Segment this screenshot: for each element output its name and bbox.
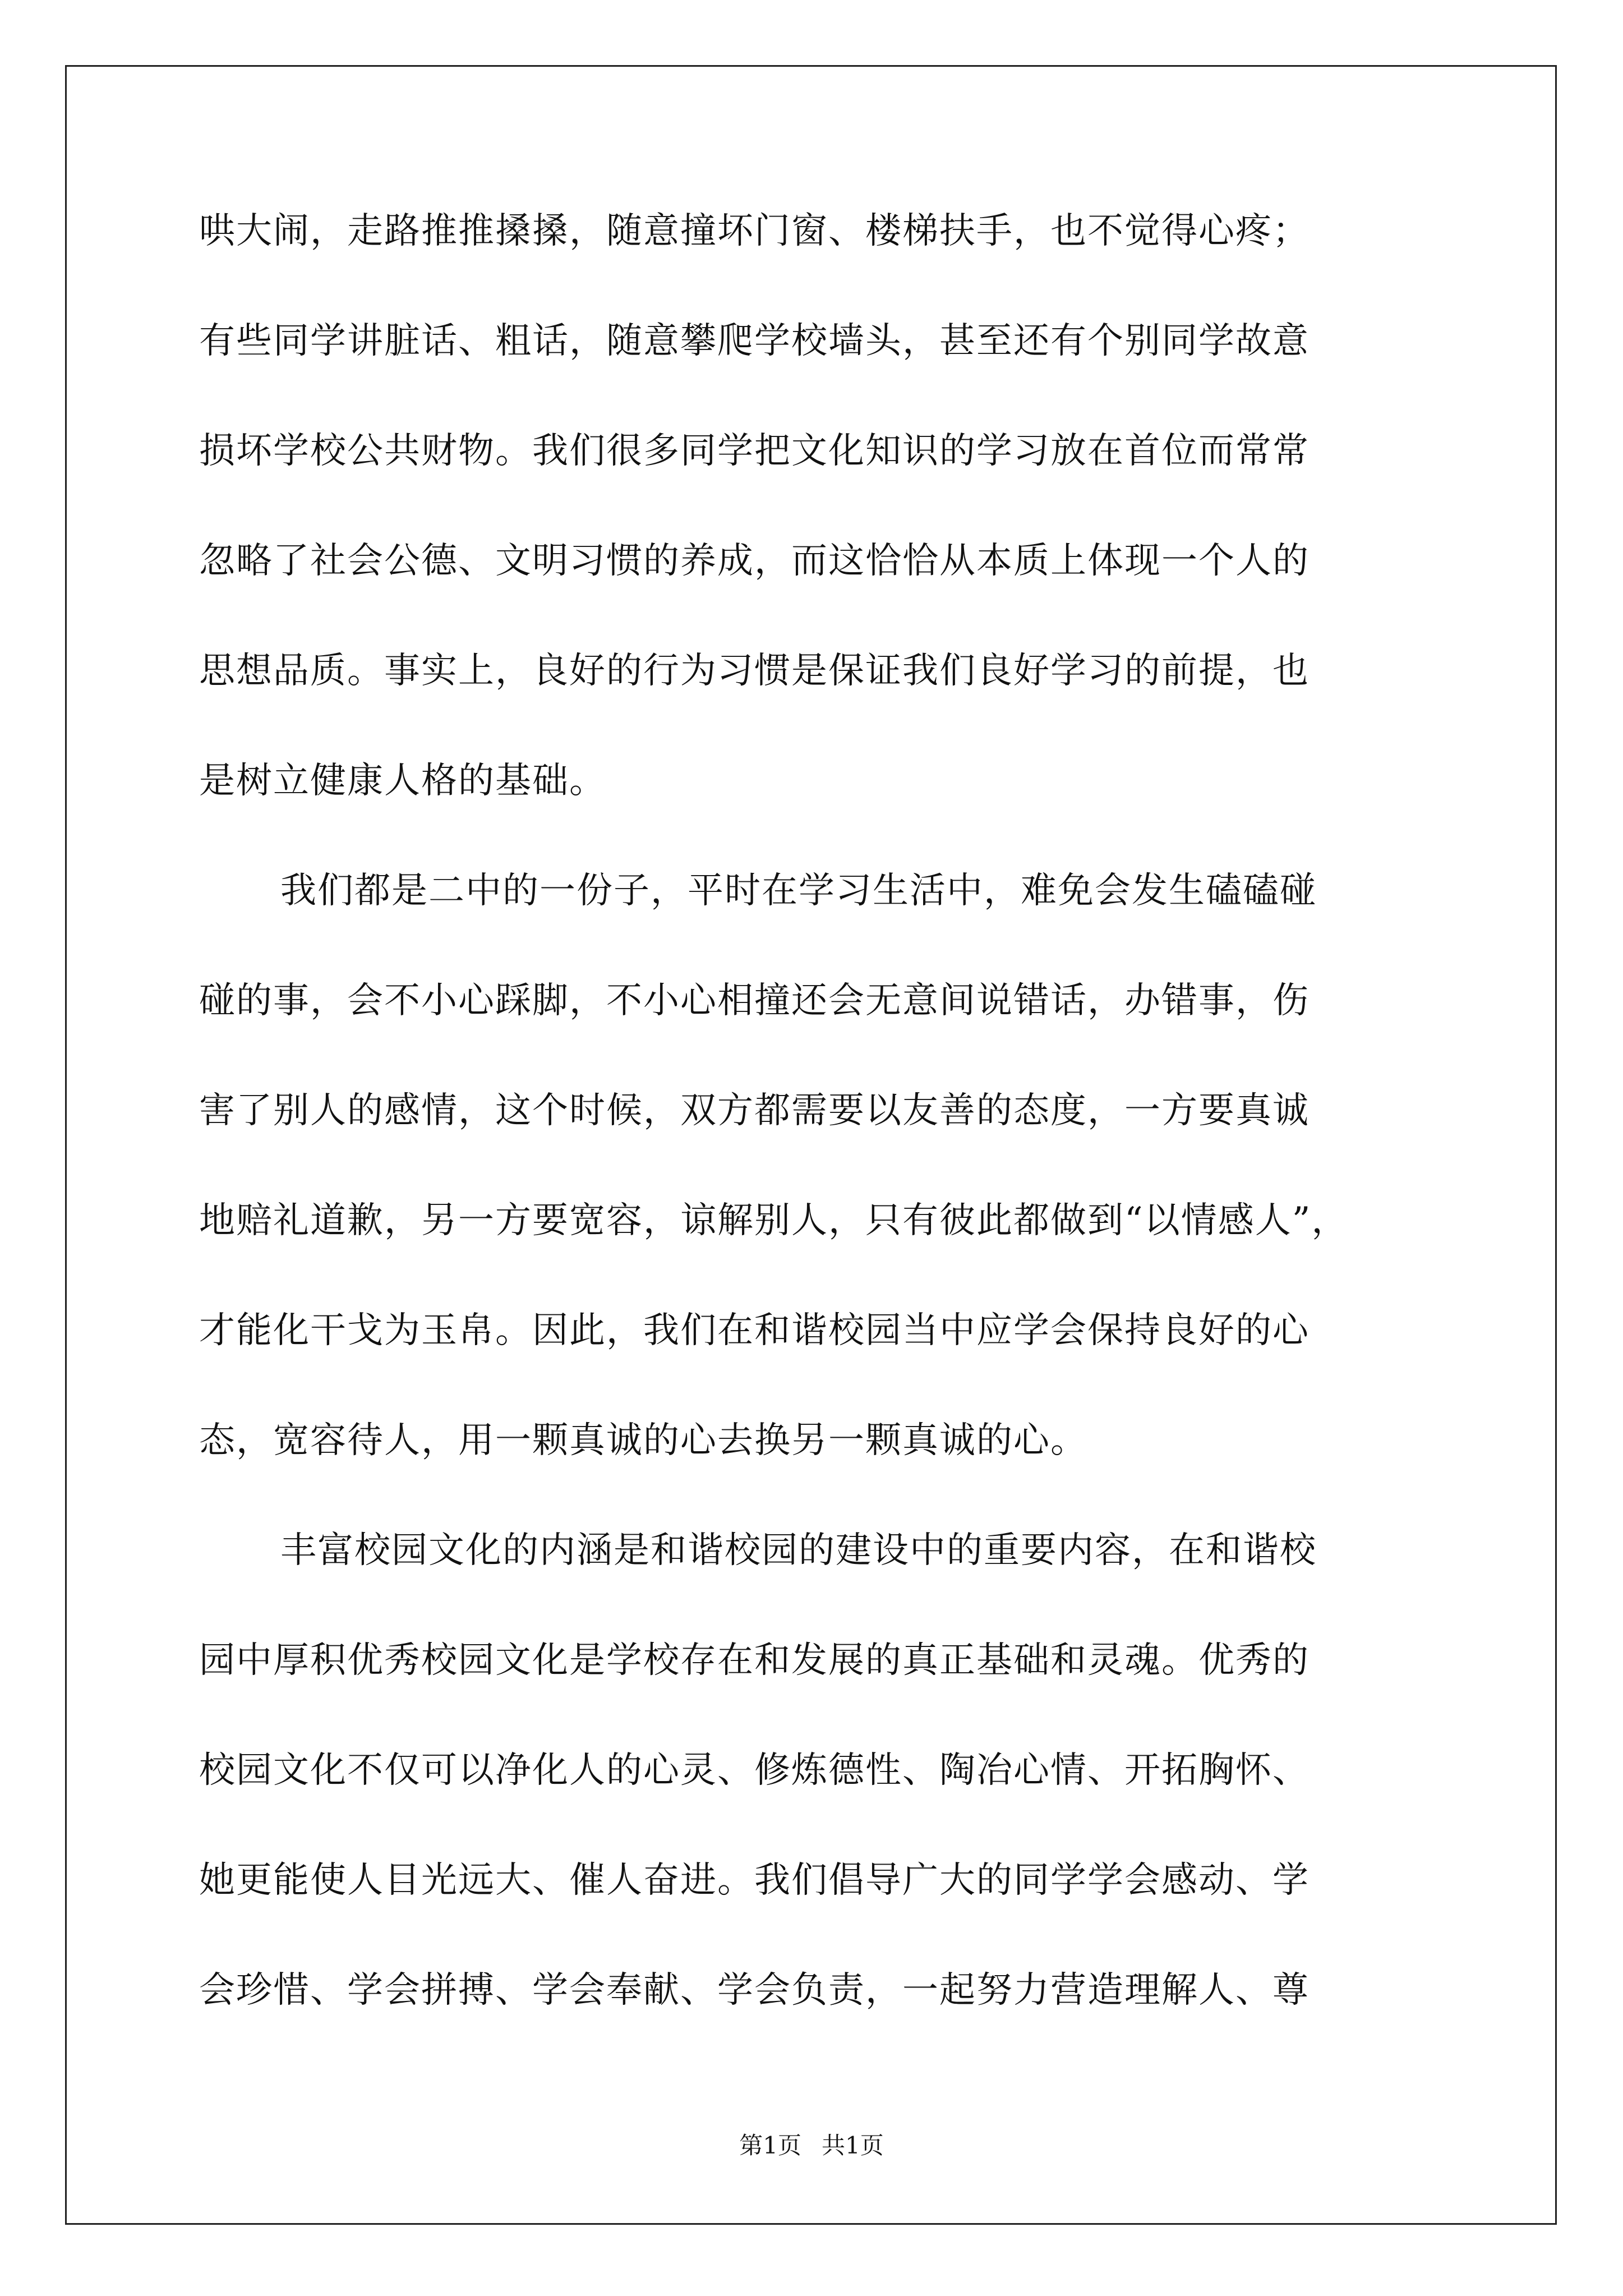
page-number: 第1页 (739, 2132, 801, 2159)
text-line: 我们都是二中的一份子，平时在学习生活中，难免会发生磕磕碰 (280, 870, 1317, 912)
text-line: 哄大闹，走路推推搡搡，随意撞坏门窗、楼梯扶手，也不觉得心疼； (199, 210, 1310, 252)
text-line: 态，宽容待人，用一颗真诚的心去换另一颗真诚的心。 (199, 1420, 1087, 1461)
page-count: 共1页 (822, 2132, 884, 2159)
text-line: 校园文化不仅可以净化人的心灵、修炼德性、陶冶心情、开拓胸怀、 (199, 1750, 1310, 1791)
text-line: 地赔礼道歉，另一方要宽容，谅解别人，只有彼此都做到“以情感人”， (199, 1200, 1349, 1241)
text-line: 忽略了社会公德、文明习惯的养成，而这恰恰从本质上体现一个人的 (199, 540, 1310, 582)
text-line: 害了别人的感情，这个时候，双方都需要以友善的态度，一方要真诚 (199, 1090, 1310, 1131)
text-line: 有些同学讲脏话、粗话，随意攀爬学校墙头，甚至还有个别同学故意 (199, 320, 1310, 362)
text-line: 损坏学校公共财物。我们很多同学把文化知识的学习放在首位而常常 (199, 430, 1310, 472)
text-line: 会珍惜、学会拼搏、学会奉献、学会负责，一起努力营造理解人、尊 (199, 1970, 1310, 2011)
text-line: 她更能使人目光远大、催人奋进。我们倡导广大的同学学会感动、学 (199, 1860, 1310, 1901)
text-line: 丰富校园文化的内涵是和谐校园的建设中的重要内容，在和谐校 (280, 1530, 1317, 1571)
text-line: 碰的事，会不小心踩脚，不小心相撞还会无意间说错话，办错事，伤 (199, 980, 1310, 1022)
page-footer (0, 2132, 1623, 2160)
text-line: 是树立健康人格的基础。 (199, 760, 606, 802)
text-line: 才能化干戈为玉帛。因此，我们在和谐校园当中应学会保持良好的心 (199, 1310, 1310, 1351)
text-line: 园中厚积优秀校园文化是学校存在和发展的真正基础和灵魂。优秀的 (199, 1640, 1310, 1681)
text-line: 思想品质。事实上，良好的行为习惯是保证我们良好学习的前提，也 (199, 650, 1310, 692)
